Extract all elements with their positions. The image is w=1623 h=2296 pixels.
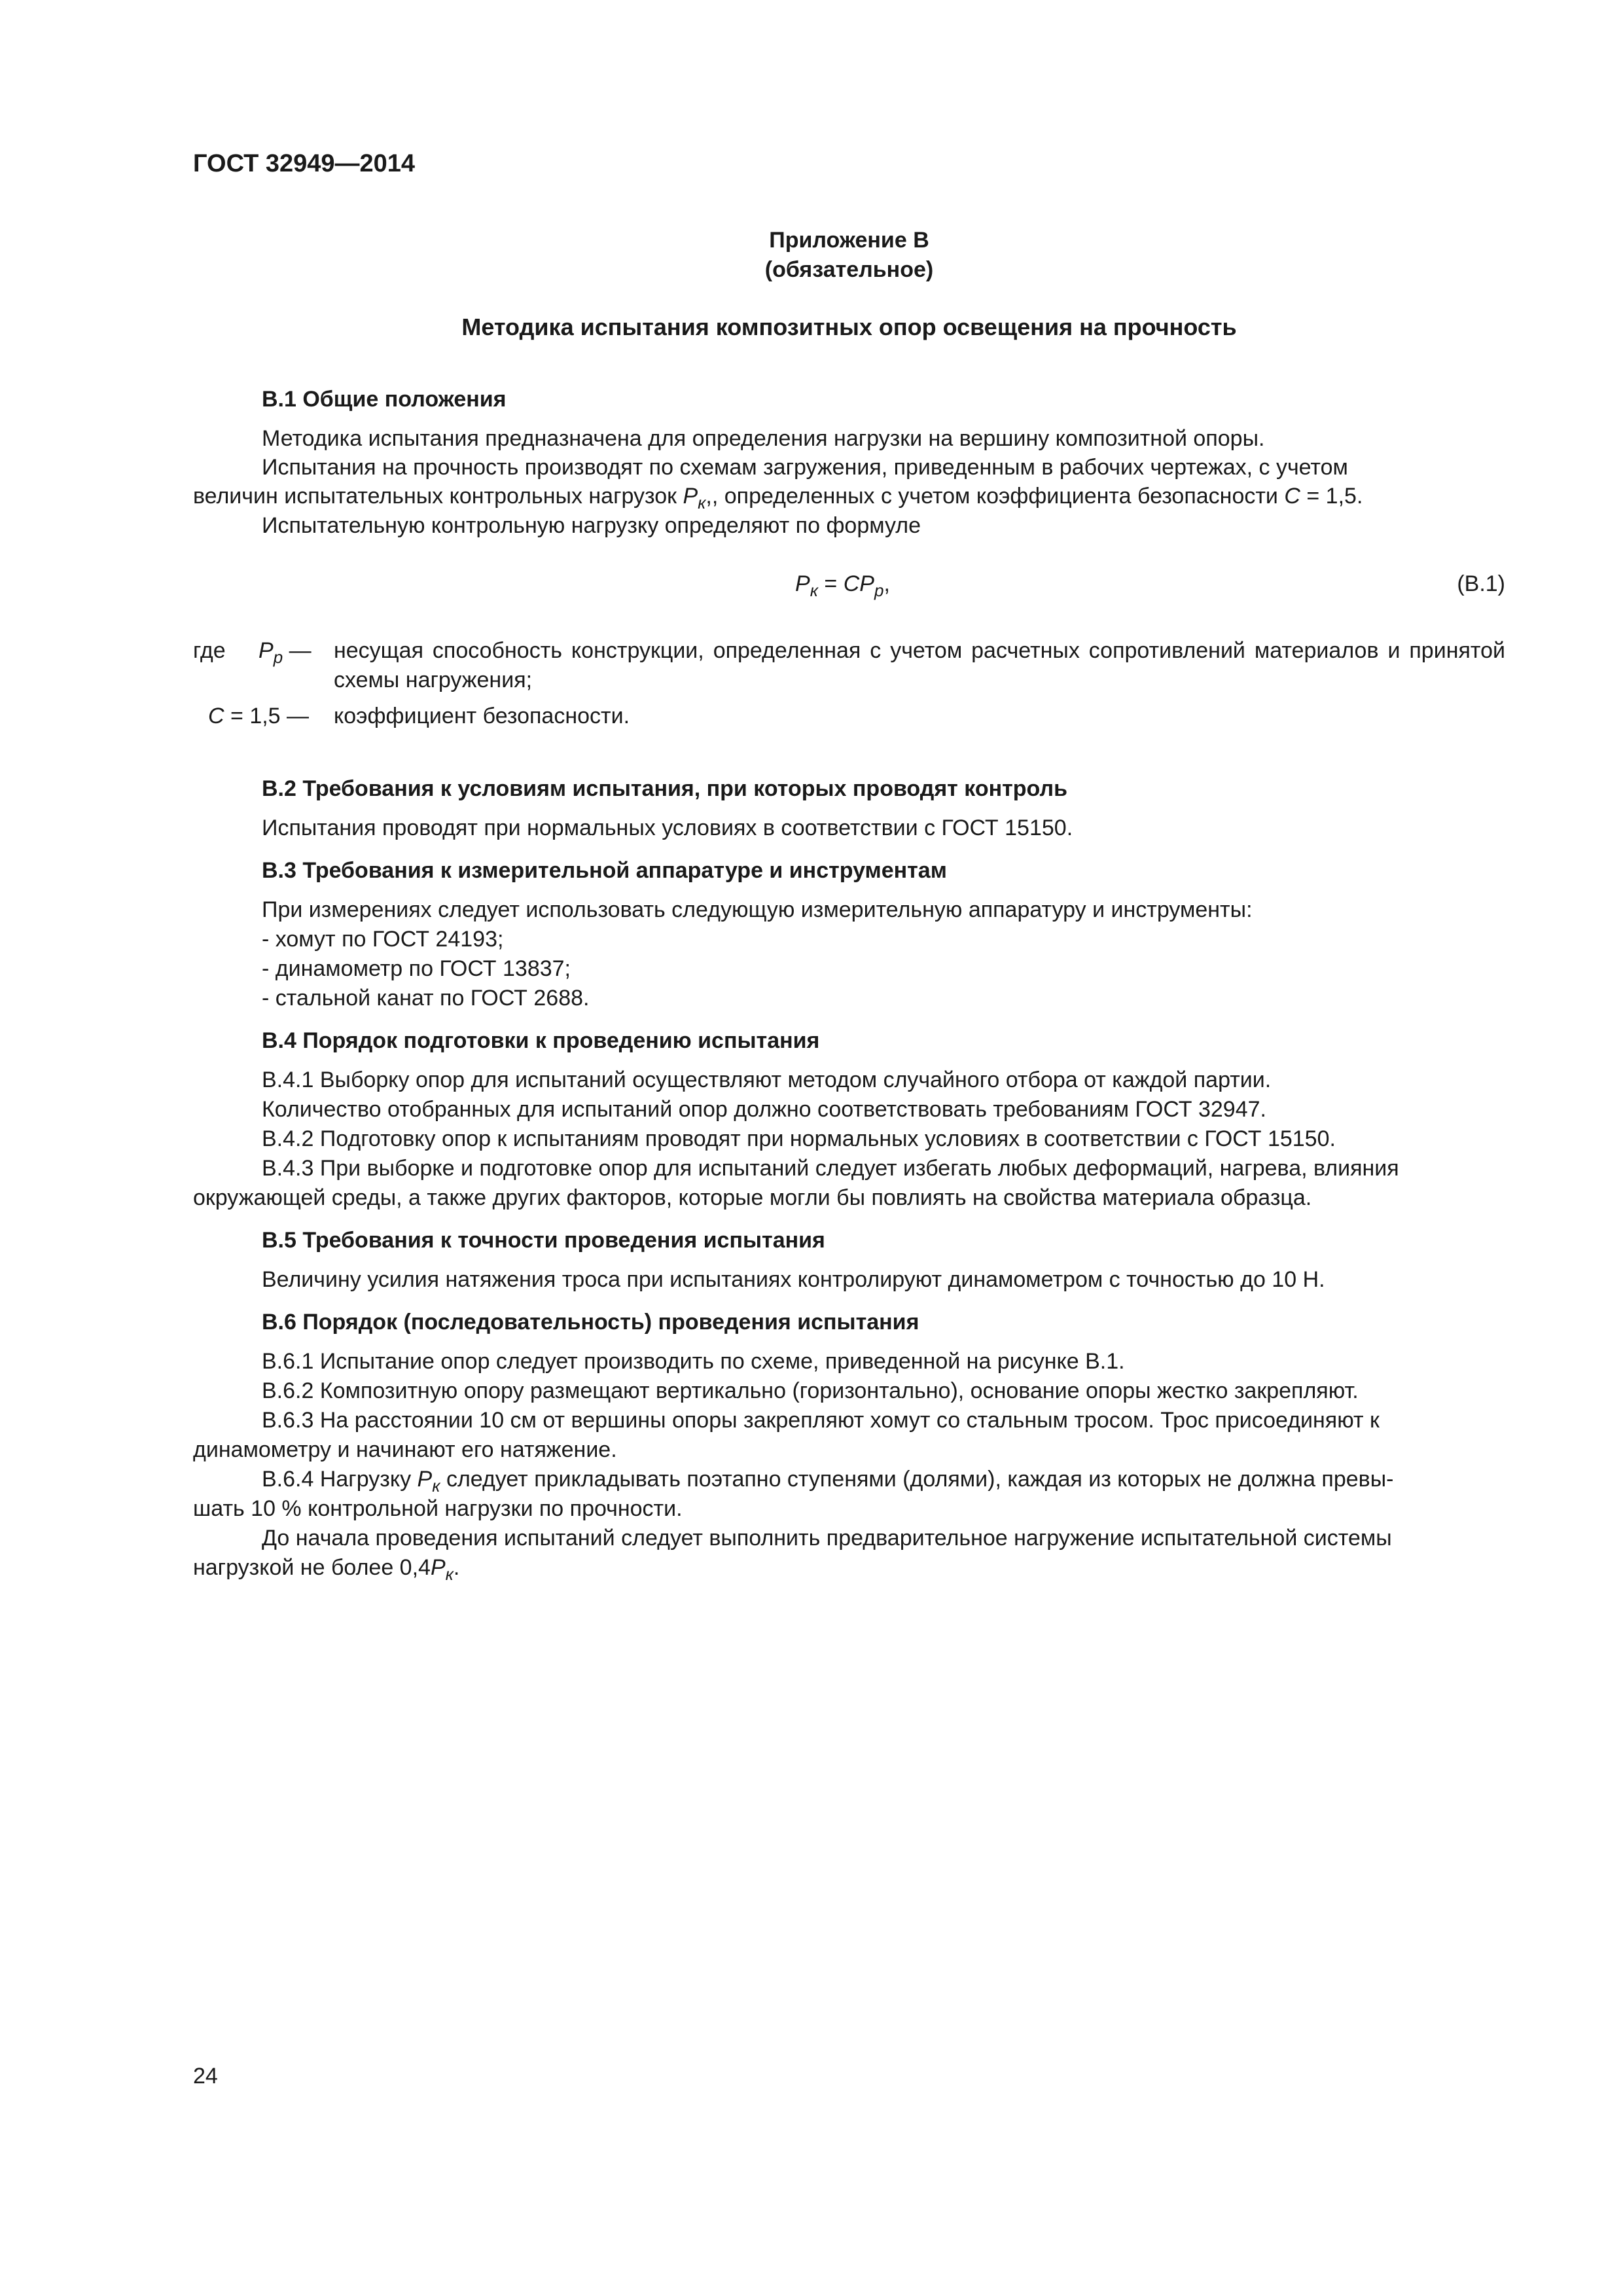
paragraph: В.6.1 Испытание опор следует производить по схеме, приведенной на рисунке В.1.	[262, 1349, 1125, 1374]
subscript-k: к	[810, 581, 818, 600]
equals: =	[817, 571, 844, 596]
paragraph: В.4.3 При выборке и подготовке опор для испытаний следует избегать любых деформаций, нагрева, влияния	[262, 1156, 1399, 1181]
definition-term	[259, 636, 312, 666]
symbol-p: P	[795, 571, 810, 596]
paragraph: Величину усилия натяжения троса при испытаниях контролируют динамометром с точностью до 10 Н.	[262, 1267, 1325, 1292]
formula-number: (В.1)	[1457, 571, 1505, 596]
subscript-k: к	[432, 1476, 440, 1496]
paragraph: Испытательную контрольную нагрузку определяют по формуле	[262, 513, 921, 538]
text: величин испытательных контрольных нагрузок	[193, 484, 683, 509]
period: .	[453, 1555, 460, 1580]
paragraph-with-symbols	[262, 1465, 1505, 1494]
symbol-c: C	[843, 571, 860, 596]
comma: ,	[883, 571, 890, 596]
paragraph: Количество отобранных для испытаний опор должно соответствовать требованиям ГОСТ 32947.	[262, 1097, 1266, 1122]
paragraph-with-symbols	[193, 1553, 1505, 1583]
symbol-c: C	[208, 704, 224, 728]
section-heading-b6: В.6 Порядок (последовательность) проведения испытания	[262, 1310, 919, 1335]
text: В.6.4 Нагрузку	[262, 1467, 418, 1492]
paragraph-with-symbols	[193, 482, 1505, 511]
paragraph: Методика испытания предназначена для определения нагрузки на вершину композитной опоры.	[262, 426, 1265, 451]
paragraph: В.4.1 Выборку опор для испытаний осуществляют методом случайного отбора от каждой партии.	[262, 1067, 1272, 1092]
list-item: - стальной канат по ГОСТ 2688.	[262, 986, 590, 1011]
paragraph: В.6.2 Композитную опору размещают вертикально (горизонтально), основание опоры жестко закрепляют.	[262, 1378, 1359, 1403]
definition-term	[208, 702, 309, 731]
list-item: - хомут по ГОСТ 24193;	[262, 927, 504, 952]
paragraph: динамометру и начинают его натяжение.	[193, 1437, 617, 1462]
paragraph: В.6.3 На расстоянии 10 см от вершины опоры закрепляют хомут со стальным тросом. Трос присоединяют к	[262, 1408, 1380, 1433]
symbol-p: P	[683, 484, 698, 509]
paragraph: При измерениях следует использовать следующую измерительную аппаратуру и инструменты:	[262, 897, 1253, 922]
section-heading-b5: В.5 Требования к точности проведения испытания	[262, 1228, 825, 1253]
text: ,	[705, 484, 712, 509]
page-number: 24	[193, 2064, 218, 2089]
subscript-k: к	[445, 1564, 454, 1584]
paragraph: Испытания проводят при нормальных условиях в соответствии с ГОСТ 15150.	[262, 816, 1073, 840]
text: следует прикладывать поэтапно ступенями (долями), каждая из которых не должна превы-	[440, 1467, 1394, 1492]
where-label: где	[193, 638, 226, 663]
text: = 1,5 —	[230, 704, 310, 728]
section-heading-b3: В.3 Требования к измерительной аппаратуре и инструментам	[262, 858, 947, 883]
subscript-k: к	[698, 493, 706, 512]
definition-text: несущая способность конструкции, определенная с учетом расчетных сопротивлений материалов и принятой схемы нагружения;	[334, 638, 1505, 692]
text: нагрузкой не более 0,4	[193, 1555, 431, 1580]
annex-title: Приложение В	[769, 228, 929, 253]
paragraph: До начала проведения испытаний следует выполнить предварительное нагружение испытательной системы	[262, 1526, 1392, 1551]
section-heading-b1: В.1 Общие положения	[262, 387, 507, 412]
main-title: Методика испытания композитных опор освещения на прочность	[461, 314, 1237, 340]
section-heading-b4: В.4 Порядок подготовки к проведению испытания	[262, 1028, 820, 1053]
symbol-p: P	[417, 1467, 433, 1492]
list-item: - динамометр по ГОСТ 13837;	[262, 956, 571, 981]
text: = 1,5.	[1300, 484, 1363, 509]
document-header: ГОСТ 32949—2014	[193, 150, 416, 177]
symbol-p: P	[259, 638, 274, 663]
definition-text: коэффициент безопасности.	[334, 704, 630, 728]
dash: —	[289, 638, 312, 663]
subscript-p: р	[273, 647, 283, 667]
paragraph: окружающей среды, а также других факторов, которые могли бы повлиять на свойства материала образца.	[193, 1185, 1312, 1210]
formula	[795, 569, 890, 599]
paragraph: шать 10 % контрольной нагрузки по прочности.	[193, 1496, 683, 1521]
symbol-c: C	[1284, 484, 1300, 509]
section-heading-b2: В.2 Требования к условиям испытания, при которых проводят контроль	[262, 776, 1067, 801]
annex-status: (обязательное)	[764, 257, 934, 282]
symbol-p: P	[859, 571, 874, 596]
text: , определенных с учетом коэффициента безопасности	[711, 484, 1285, 509]
paragraph: Испытания на прочность производят по схемам загружения, приведенным в рабочих чертежах, с учетом	[262, 455, 1348, 480]
subscript-p: р	[874, 581, 884, 600]
symbol-p: P	[430, 1555, 446, 1580]
paragraph: В.4.2 Подготовку опор к испытаниям проводят при нормальных условиях в соответствии с ГОСТ 15150.	[262, 1126, 1336, 1151]
